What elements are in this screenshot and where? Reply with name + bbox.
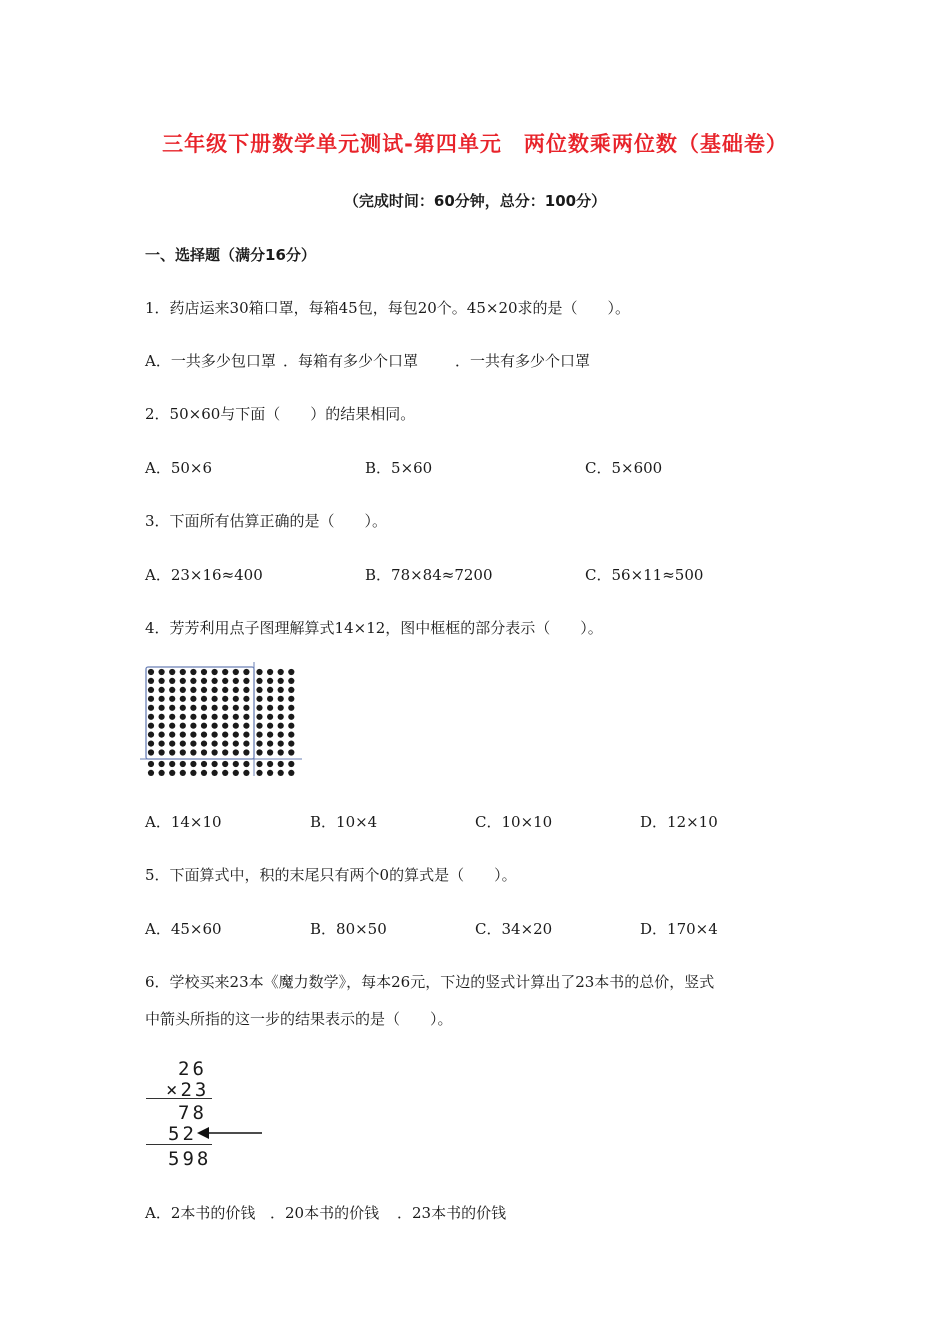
dot: [267, 749, 273, 755]
dot: [243, 749, 249, 755]
dot: [288, 696, 294, 702]
dot: [159, 714, 165, 720]
dot: [243, 696, 249, 702]
dot: [169, 732, 175, 738]
dot: [190, 749, 196, 755]
dot: [169, 770, 175, 776]
dot: [256, 714, 262, 720]
dot: [190, 705, 196, 711]
dot-array: [148, 669, 295, 776]
dot: [159, 678, 165, 684]
dot: [190, 687, 196, 693]
dot: [180, 741, 186, 747]
vertical-calc-multiplicand: 26: [178, 1058, 207, 1080]
dot: [169, 749, 175, 755]
dot: [159, 687, 165, 693]
exam-subtitle: （完成时间：60分钟，总分：100分）: [343, 192, 607, 210]
vertical-calc-multiplier: ×23: [166, 1079, 210, 1101]
dot: [212, 696, 218, 702]
dot: [233, 678, 239, 684]
question-5-option-c: C．34×20: [475, 920, 553, 938]
dot: [256, 770, 262, 776]
dot: [190, 770, 196, 776]
dot: [190, 678, 196, 684]
question-3-option-b: B．78×84≈7200: [365, 566, 493, 584]
dot: [243, 770, 249, 776]
dot: [148, 761, 154, 767]
dot: [222, 741, 228, 747]
dot: [278, 741, 284, 747]
dot: [159, 770, 165, 776]
vertical-calc-line-1: [146, 1098, 212, 1099]
dot: [222, 749, 228, 755]
dot: [190, 761, 196, 767]
dot: [256, 705, 262, 711]
dot: [212, 749, 218, 755]
vertical-calc-partial-1: 78: [178, 1102, 207, 1124]
dot: [212, 761, 218, 767]
dot: [169, 761, 175, 767]
dot: [201, 714, 207, 720]
dot: [201, 761, 207, 767]
dot-array-figure: [140, 660, 305, 780]
dot: [233, 705, 239, 711]
dot: [243, 687, 249, 693]
dot: [169, 723, 175, 729]
dot: [243, 732, 249, 738]
dot: [201, 749, 207, 755]
question-2-option-b: B．5×60: [365, 459, 433, 477]
question-2-stem: 2．50×60与下面（ ）的结果相同。: [145, 405, 416, 423]
dot: [169, 696, 175, 702]
dot: [169, 705, 175, 711]
vertical-calc-line-2: [146, 1144, 212, 1145]
dot: [267, 770, 273, 776]
dot: [222, 669, 228, 675]
dot: [278, 749, 284, 755]
dot: [222, 705, 228, 711]
dot: [222, 696, 228, 702]
page-title: 三年级下册数学单元测试-第四单元 两位数乘两位数（基础卷）: [162, 132, 788, 156]
question-4-option-c: C．10×10: [475, 813, 553, 831]
dot: [243, 705, 249, 711]
dot: [256, 723, 262, 729]
dot: [267, 669, 273, 675]
dot: [169, 687, 175, 693]
dot: [201, 678, 207, 684]
dot: [148, 732, 154, 738]
dot: [212, 723, 218, 729]
dot: [212, 714, 218, 720]
dot: [233, 741, 239, 747]
dot: [288, 741, 294, 747]
dot: [267, 714, 273, 720]
question-1-option-b: ．每箱有多少个口罩: [283, 352, 419, 370]
question-1-option-a: A．一共多少包口罩: [145, 352, 276, 370]
question-2-option-c: C．5×600: [585, 459, 663, 477]
dot: [233, 696, 239, 702]
dot: [212, 669, 218, 675]
dot: [222, 732, 228, 738]
dot: [256, 761, 262, 767]
dot: [233, 714, 239, 720]
dot: [278, 770, 284, 776]
dot: [222, 770, 228, 776]
dot: [180, 714, 186, 720]
dot: [148, 687, 154, 693]
dot: [212, 687, 218, 693]
dot: [256, 732, 262, 738]
dot: [148, 705, 154, 711]
question-4-stem: 4．芳芳利用点子图理解算式14×12，图中框框的部分表示（ ）。: [145, 619, 603, 637]
dot: [201, 696, 207, 702]
dot: [212, 705, 218, 711]
dot: [159, 696, 165, 702]
question-6-stem-line-1: 6．学校买来23本《魔力数学》，每本26元，下边的竖式计算出了23本书的总价，竖式: [145, 973, 715, 991]
dot: [288, 770, 294, 776]
dot: [201, 741, 207, 747]
dot: [222, 678, 228, 684]
dot: [278, 761, 284, 767]
dot: [212, 678, 218, 684]
dot: [148, 714, 154, 720]
dot: [180, 732, 186, 738]
dot: [212, 770, 218, 776]
dot: [201, 705, 207, 711]
dot: [190, 723, 196, 729]
question-5-option-a: A．45×60: [145, 920, 222, 938]
dot: [180, 705, 186, 711]
dot: [169, 669, 175, 675]
dot: [190, 714, 196, 720]
dot: [278, 732, 284, 738]
dot: [159, 732, 165, 738]
dot: [148, 696, 154, 702]
dot: [222, 761, 228, 767]
dot: [169, 741, 175, 747]
dot: [212, 741, 218, 747]
dot: [180, 678, 186, 684]
question-5-stem: 5．下面算式中，积的末尾只有两个0的算式是（ ）。: [145, 866, 517, 884]
dot: [267, 705, 273, 711]
dot: [278, 687, 284, 693]
dot: [180, 749, 186, 755]
dot: [233, 732, 239, 738]
dot: [190, 669, 196, 675]
dot: [180, 687, 186, 693]
dot: [256, 678, 262, 684]
dot: [288, 678, 294, 684]
dot: [148, 741, 154, 747]
section-heading: 一、选择题（满分16分）: [145, 246, 316, 264]
dot: [256, 669, 262, 675]
dot: [267, 723, 273, 729]
dot: [201, 669, 207, 675]
dot: [278, 696, 284, 702]
dot: [288, 732, 294, 738]
dot: [222, 687, 228, 693]
dot: [169, 678, 175, 684]
dot: [159, 723, 165, 729]
dot: [201, 770, 207, 776]
dot: [201, 723, 207, 729]
dot: [190, 696, 196, 702]
question-4-option-a: A．14×10: [145, 813, 222, 831]
question-6-option-b: ．20本书的价钱: [270, 1204, 380, 1222]
dot: [278, 678, 284, 684]
dot: [243, 723, 249, 729]
dot: [256, 749, 262, 755]
dot: [222, 723, 228, 729]
question-6-option-a: A．2本书的价钱: [145, 1204, 256, 1222]
dot: [159, 669, 165, 675]
dot: [180, 770, 186, 776]
dot: [278, 669, 284, 675]
dot: [288, 749, 294, 755]
dot: [267, 696, 273, 702]
dot: [148, 749, 154, 755]
question-4-option-d: D．12×10: [640, 813, 718, 831]
dot: [148, 669, 154, 675]
dot: [256, 696, 262, 702]
question-3-option-a: A．23×16≈400: [145, 566, 263, 584]
dot: [159, 749, 165, 755]
question-3-option-c: C．56×11≈500: [585, 566, 704, 584]
dot: [148, 678, 154, 684]
dot: [243, 678, 249, 684]
dot: [180, 723, 186, 729]
dot: [288, 723, 294, 729]
dot: [233, 770, 239, 776]
question-6-stem-line-2: 中箭头所指的这一步的结果表示的是（ ）。: [145, 1010, 453, 1028]
dot: [288, 669, 294, 675]
dot: [256, 687, 262, 693]
question-6-option-c: ．23本书的价钱: [397, 1204, 507, 1222]
dot: [169, 714, 175, 720]
dot: [180, 761, 186, 767]
question-3-stem: 3．下面所有估算正确的是（ ）。: [145, 512, 388, 530]
dot: [288, 705, 294, 711]
dot: [278, 723, 284, 729]
dot: [233, 749, 239, 755]
dot: [288, 761, 294, 767]
dot: [267, 761, 273, 767]
dot: [267, 678, 273, 684]
dot: [180, 696, 186, 702]
vertical-calc-result: 598: [168, 1148, 212, 1170]
dot: [288, 687, 294, 693]
dot: [212, 732, 218, 738]
question-5-option-d: D．170×4: [640, 920, 718, 938]
question-1-option-c: ．一共有多少个口罩: [455, 352, 591, 370]
dot: [243, 669, 249, 675]
dot: [233, 723, 239, 729]
dot: [190, 732, 196, 738]
question-4-option-b: B．10×4: [310, 813, 378, 831]
dot: [243, 714, 249, 720]
dot: [278, 714, 284, 720]
dot: [267, 687, 273, 693]
dot: [159, 705, 165, 711]
dot: [148, 723, 154, 729]
arrow-left-icon: [196, 1124, 264, 1142]
dot: [159, 761, 165, 767]
dot: [288, 714, 294, 720]
dot: [222, 714, 228, 720]
dot: [278, 705, 284, 711]
dot: [233, 761, 239, 767]
vertical-calc-partial-2: 52: [168, 1123, 197, 1145]
dot: [190, 741, 196, 747]
question-1-stem: 1．药店运来30箱口罩，每箱45包，每包20个。45×20求的是（ ）。: [145, 299, 631, 317]
dot: [243, 761, 249, 767]
dot: [233, 669, 239, 675]
dot: [159, 741, 165, 747]
dot: [180, 669, 186, 675]
dot: [267, 732, 273, 738]
question-5-option-b: B．80×50: [310, 920, 387, 938]
dot: [201, 732, 207, 738]
dot: [148, 770, 154, 776]
question-2-option-a: A．50×6: [145, 459, 213, 477]
dot: [233, 687, 239, 693]
dot: [201, 687, 207, 693]
dot: [267, 741, 273, 747]
dot: [243, 741, 249, 747]
dot: [256, 741, 262, 747]
